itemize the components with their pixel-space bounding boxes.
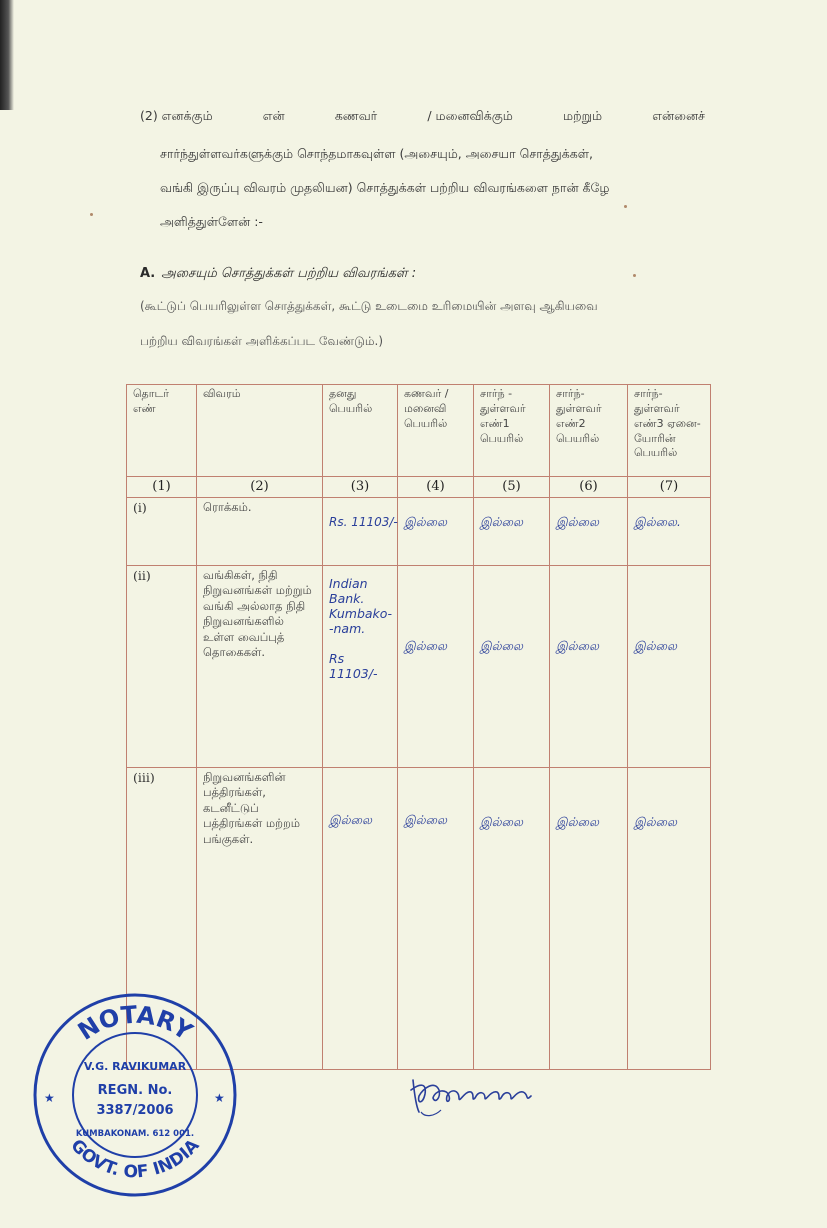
header-dependent-1: சார்ந் - துள்ளவர் எண்1 பெயரில் bbox=[474, 385, 550, 477]
stamp-regn-number: 3387/2006 bbox=[96, 1103, 174, 1118]
handwritten-entry: இல்லை bbox=[634, 638, 677, 653]
section-title: அசையும் சொத்துக்கள் பற்றிய விவரங்கள் : bbox=[161, 266, 417, 281]
handwritten-entry: Rs. 11103/- bbox=[329, 514, 398, 529]
header-spouse: கணவர் / மனைவி பெயரில் bbox=[398, 385, 474, 477]
row-description: வங்கிகள், நிதி நிறுவனங்கள் மற்றும் வங்கி அல்லாத நிதி நிறுவனங்களில் உள்ள வைப்புத் தொகைகள். bbox=[197, 565, 323, 767]
header-self: தனது பெயரில் bbox=[323, 385, 398, 477]
handwritten-line: Rs 11103/- bbox=[329, 650, 378, 681]
cell-dependent-3 bbox=[628, 565, 711, 767]
header-row bbox=[127, 385, 711, 477]
signature bbox=[405, 1060, 545, 1120]
column-number: (2) bbox=[197, 477, 323, 498]
stamp-star-icon: ★ bbox=[214, 1091, 225, 1105]
word: (2) எனக்கும் bbox=[140, 108, 213, 123]
stamp-top-text: NOTARY bbox=[72, 1000, 198, 1046]
handwritten-entry: இல்லை bbox=[556, 814, 599, 829]
row-serial: (i) bbox=[127, 497, 197, 565]
handwritten-entry: இல்லை bbox=[480, 814, 523, 829]
column-number: (7) bbox=[628, 477, 711, 498]
column-number: (4) bbox=[398, 477, 474, 498]
stamp-regn-label: REGN. No. bbox=[97, 1083, 173, 1098]
stamp-bottom-text: GOVT. OF INDIA bbox=[66, 1135, 204, 1183]
paragraph-line-4: அளித்துள்ளேன் :- bbox=[160, 214, 263, 229]
handwritten-entry: இல்லை bbox=[634, 814, 677, 829]
scan-speck bbox=[633, 274, 636, 277]
column-number: (1) bbox=[127, 477, 197, 498]
word: என் bbox=[262, 108, 285, 123]
handwritten-entry bbox=[329, 576, 391, 681]
handwritten-entry: இல்லை bbox=[556, 514, 599, 529]
cell-spouse bbox=[398, 565, 474, 767]
stamp-star-icon: ★ bbox=[44, 1091, 55, 1105]
handwritten-entry: இல்லை bbox=[329, 812, 372, 827]
cell-dependent-3 bbox=[628, 497, 711, 565]
header-dependent-2: சார்ந்- துள்ளவர் எண்2 பெயரில் bbox=[550, 385, 628, 477]
word: மற்றும் bbox=[563, 108, 603, 123]
section-note-line-1: (கூட்டுப் பெயரிலுள்ள சொத்துக்கள், கூட்டு உடைமை உரிமையின் அளவு ஆகியவை bbox=[140, 299, 598, 313]
handwritten-line: Indian bbox=[329, 575, 368, 591]
scan-speck bbox=[90, 213, 93, 216]
word: கணவர் bbox=[334, 108, 378, 123]
cell-spouse bbox=[398, 767, 474, 1069]
assets-table bbox=[126, 384, 711, 1070]
cell-dependent-2 bbox=[550, 767, 628, 1069]
handwritten-entry: இல்லை. bbox=[634, 514, 681, 529]
stamp-place: KUMBAKONAM. 612 001. bbox=[75, 1129, 195, 1139]
handwritten-entry: இல்லை bbox=[480, 514, 523, 529]
row-description: ரொக்கம். bbox=[197, 497, 323, 565]
handwritten-line: Bank. bbox=[329, 590, 365, 606]
stamp-name: V.G. RAVIKUMAR bbox=[83, 1060, 187, 1073]
handwritten-entry: இல்லை bbox=[556, 638, 599, 653]
row-serial: (iii) bbox=[127, 767, 197, 1069]
cell-spouse bbox=[398, 497, 474, 565]
paragraph-line-1 bbox=[140, 108, 705, 125]
cell-self bbox=[323, 767, 398, 1069]
table-row bbox=[127, 565, 711, 767]
header-serial: தொடர் எண் bbox=[127, 385, 197, 477]
cell-dependent-1 bbox=[474, 497, 550, 565]
column-number: (5) bbox=[474, 477, 550, 498]
word: என்னைச் bbox=[652, 108, 705, 123]
paragraph-line-2: சார்ந்துள்ளவர்களுக்கும் சொந்தமாகவுள்ள (அசையும், அசையா சொத்துக்கள், bbox=[160, 146, 594, 161]
header-dependent-3: சார்ந்- துள்ளவர் எண்3 ஏனை- யோரின் பெயரில் bbox=[628, 385, 711, 477]
handwritten-line: -nam. bbox=[329, 620, 366, 636]
cell-dependent-3 bbox=[628, 767, 711, 1069]
scan-speck bbox=[624, 205, 627, 208]
cell-self bbox=[323, 497, 398, 565]
cell-self bbox=[323, 565, 398, 767]
handwritten-entry: இல்லை bbox=[404, 514, 447, 529]
handwritten-line: Kumbako- bbox=[329, 605, 392, 621]
column-number: (3) bbox=[323, 477, 398, 498]
column-number: (6) bbox=[550, 477, 628, 498]
handwritten-entry: இல்லை bbox=[404, 638, 447, 653]
column-number-row bbox=[127, 477, 711, 498]
notary-stamp bbox=[30, 990, 240, 1200]
table-row bbox=[127, 497, 711, 565]
header-description: விவரம் bbox=[197, 385, 323, 477]
cell-dependent-1 bbox=[474, 565, 550, 767]
cell-dependent-1 bbox=[474, 767, 550, 1069]
paragraph-line-3: வங்கி இருப்பு விவரம் முதலியன) சொத்துக்கள் பற்றிய விவரங்களை நான் கீழே bbox=[160, 180, 610, 195]
cell-dependent-2 bbox=[550, 565, 628, 767]
section-letter: A. bbox=[140, 266, 156, 281]
cell-dependent-2 bbox=[550, 497, 628, 565]
row-description: நிறுவனங்களின் பத்திரங்கள், கடனீட்டுப் பத்திரங்கள் மற்றம் பங்குகள். bbox=[197, 767, 323, 1069]
row-serial: (ii) bbox=[127, 565, 197, 767]
word: / மனைவிக்கும் bbox=[427, 108, 513, 123]
scan-edge-shadow bbox=[0, 0, 14, 110]
handwritten-entry: இல்லை bbox=[480, 638, 523, 653]
section-heading bbox=[140, 266, 416, 282]
handwritten-entry: இல்லை bbox=[404, 812, 447, 827]
section-note-line-2: பற்றிய விவரங்கள் அளிக்கப்பட வேண்டும்.) bbox=[140, 334, 384, 348]
